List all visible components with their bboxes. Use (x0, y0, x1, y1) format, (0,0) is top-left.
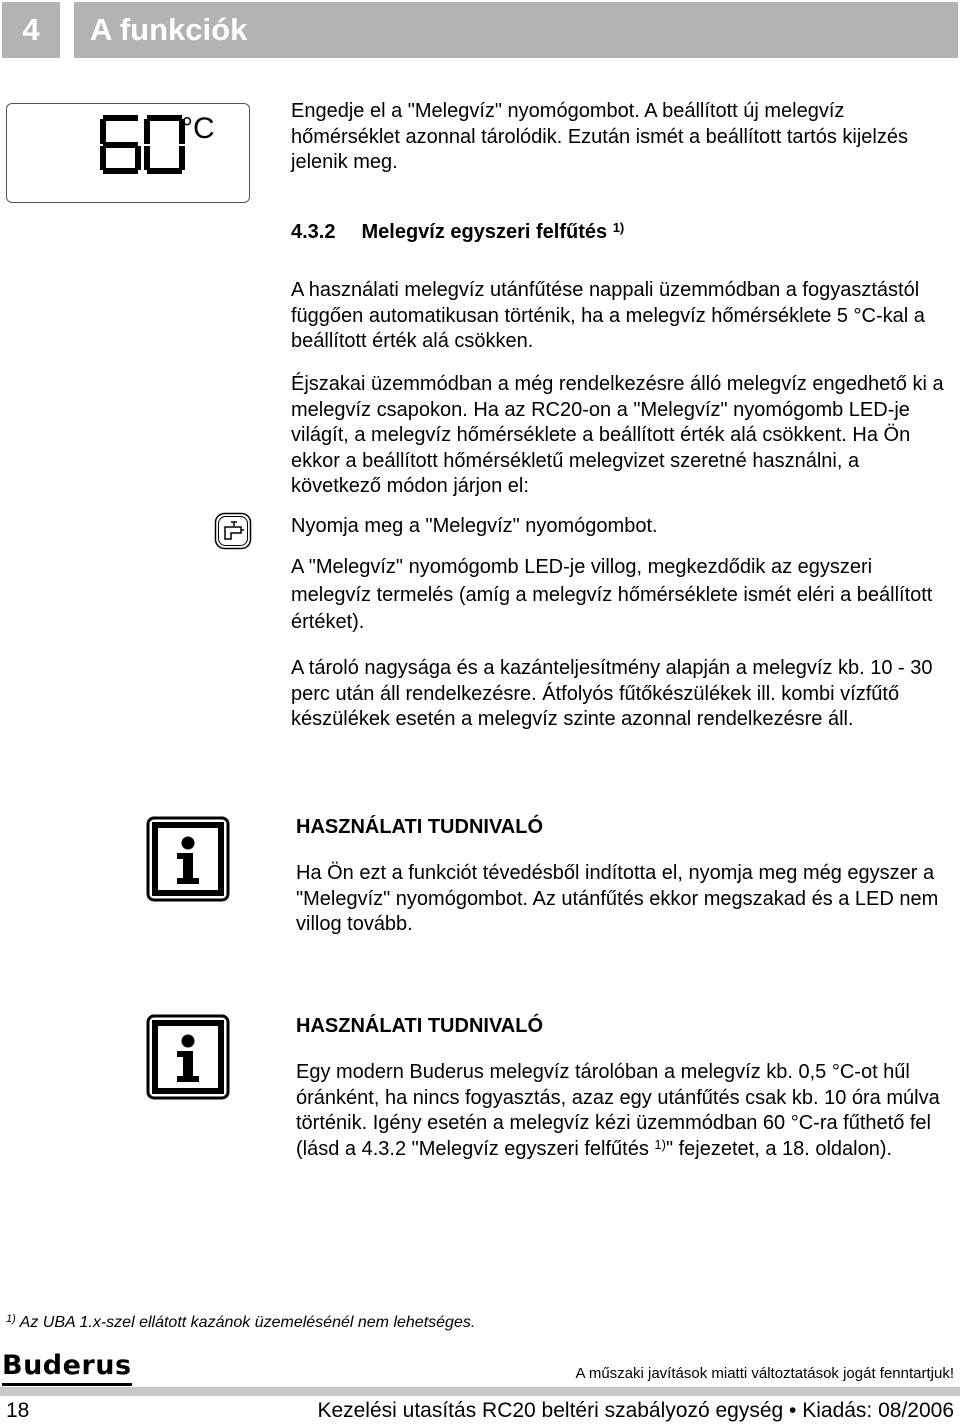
paragraph-instruction: Nyomja meg a "Melegvíz" nyomógombot. (291, 515, 658, 537)
paragraph-availability: A tároló nagysága és a kazánteljesítmény alapján a melegvíz kb. 10 - 30 perc után áll rendelkezésre. Átfolyós fűtőkészülékek ill. kombi vízfűtő készülékek esetén a melegvíz szinte azonnal rendelkezésre áll. (291, 657, 933, 730)
footnote-marker: 1) (6, 1313, 16, 1325)
section-title: Melegvíz egyszeri felfűtés (361, 221, 608, 243)
chapter-title: A funkciók (74, 2, 958, 58)
lcd-unit: °C (181, 112, 215, 145)
page-number: 18 (6, 1399, 30, 1422)
note-heading: HASZNÁLATI TUDNIVALÓ (296, 816, 544, 838)
document-title: Kezelési utasítás RC20 beltéri szabályozó egység • Kiadás: 08/2006 (317, 1399, 954, 1422)
info-icon (146, 816, 230, 902)
section-number: 4.3.2 (291, 221, 336, 243)
note-body (296, 1060, 946, 1163)
paragraph-daytime: A használati melegvíz utánfűtése nappali üzemmódban a fogyasztástól függően automatikusan történik, ha a melegvíz hőmérséklete 5 °C-kal a beállított érték alá csökken. (291, 279, 925, 352)
lcd-display-icon (6, 103, 250, 203)
intro-paragraph: Engedje el a "Melegvíz" nyomógombot. A beállított új melegvíz hőmérséklet azonnal tárolódik. Ezután ismét a beállított tartós kijelzés jelenik meg. (291, 100, 908, 173)
buderus-logo: Buderus (2, 1350, 132, 1386)
note-body: Ha Ön ezt a funkciót tévedésből indította el, nyomja meg még egyszer a "Melegvíz" nyomógombot. Az utánfűtés ekkor megszakad és a LED nem villog tovább. (296, 862, 939, 935)
chapter-number: 4 (2, 2, 60, 58)
note-heading: HASZNÁLATI TUDNIVALÓ (296, 1015, 544, 1037)
footer-disclaimer: A műszaki javítások miatti változtatások jogát fenntartjuk! (575, 1365, 954, 1382)
note-body-text: Egy modern Buderus melegvíz tárolóban a melegvíz kb. 0,5 °C-ot hűl óránként, ha nincs fogyasztás, azaz egy utánfűtés csak kb. 10 óra múlva történik. Igény esetén a melegvíz kézi üzemmódban 60 °C-ra fűthető fel (lásd a 4.3.2 "Melegvíz egyszeri felfűtés (296, 1061, 940, 1160)
note-body-text-end: " fejezetet, a 18. oldalon). (665, 1137, 893, 1160)
section-heading (291, 221, 624, 244)
footer-band (0, 1387, 960, 1396)
section-footnote-ref: 1) (612, 220, 625, 235)
info-icon (146, 1014, 230, 1100)
hot-water-tap-icon (214, 512, 252, 550)
paragraph-night: Éjszakai üzemmódban a még rendelkezésre álló melegvíz engedhető ki a melegvíz csapokon. Ha az RC20-on a "Melegvíz" nyomógomb LED-je világít, a melegvíz hőmérséklete a beállított érték alá csökkent. Ha Ön ekkor a beállított hőmérsékletű melegvizet szeretné használni, a következő módon járjon el: (291, 373, 944, 497)
footnote (6, 1314, 475, 1332)
paragraph-led: A "Melegvíz" nyomógomb LED-je villog, megkezdődik az egyszeri melegvíz termelés (amíg a melegvíz hőmérséklete ismét eléri a beállított értéket). (291, 556, 933, 633)
note-footnote-ref: 1) (654, 1136, 666, 1152)
footnote-text: Az UBA 1.x-szel ellátott kazánok üzemelésénél nem lehetséges. (19, 1314, 476, 1331)
